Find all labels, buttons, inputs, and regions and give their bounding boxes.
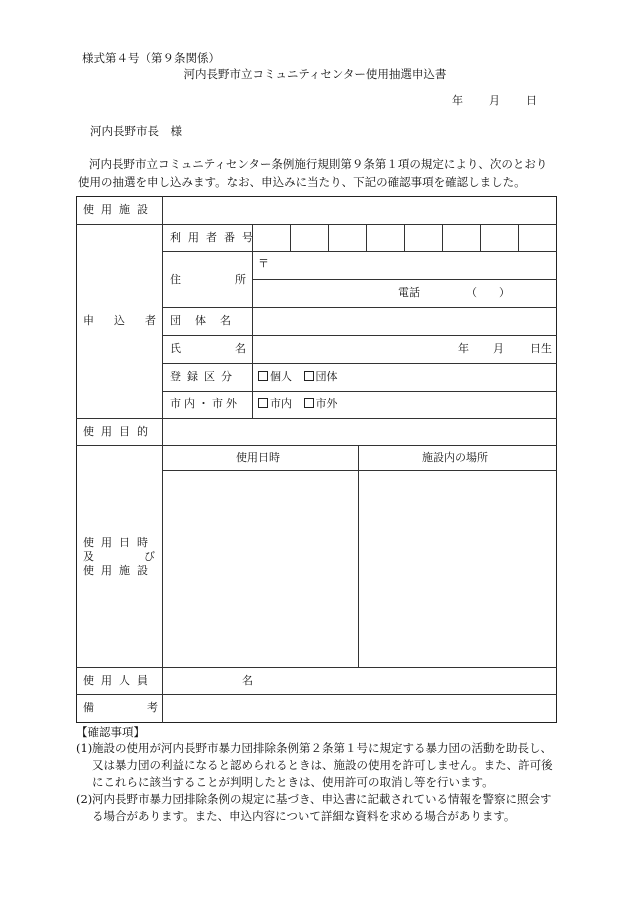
registration-options bbox=[258, 370, 338, 383]
address-field[interactable] bbox=[270, 252, 556, 278]
facility-field[interactable] bbox=[163, 197, 556, 223]
option-out-city-label: 市外 bbox=[315, 397, 338, 410]
address-label-1: 住 bbox=[170, 273, 181, 286]
option-group-label: 団体 bbox=[315, 370, 338, 383]
birth-day-label: 日生 bbox=[530, 342, 552, 355]
datetime-facility-label-2: 及び bbox=[83, 550, 205, 563]
group-name-label: 団体名 bbox=[170, 314, 245, 327]
checkbox-icon bbox=[304, 398, 314, 408]
group-name-field[interactable] bbox=[253, 308, 556, 334]
birth-year-label: 年 bbox=[458, 342, 469, 355]
option-in-city-label: 市内 bbox=[270, 397, 292, 410]
purpose-field[interactable] bbox=[163, 419, 556, 444]
purpose-label: 使用目的 bbox=[83, 425, 155, 438]
user-number-label: 利用者番号 bbox=[170, 231, 260, 244]
remarks-label-1: 備 bbox=[83, 701, 94, 714]
address-label-2: 所 bbox=[235, 273, 246, 286]
remarks-label-2: 考 bbox=[147, 701, 158, 714]
date-day-label: 日 bbox=[526, 94, 537, 107]
document-title: 河内長野市立コミュニティセンター使用抽選申込書 bbox=[183, 67, 447, 81]
datetime-facility-label-1: 使用日時 bbox=[83, 536, 155, 549]
checkbox-individual[interactable] bbox=[258, 370, 292, 383]
checkbox-icon bbox=[258, 398, 268, 408]
user-number-field[interactable] bbox=[253, 225, 556, 250]
place-field[interactable] bbox=[359, 471, 556, 666]
datetime-facility-label-3: 使用施設 bbox=[83, 564, 155, 577]
registration-label: 登録区分 bbox=[170, 370, 238, 383]
people-label: 使用人員 bbox=[83, 674, 155, 687]
facility-label: 使用施設 bbox=[83, 203, 155, 216]
checkbox-group[interactable] bbox=[304, 370, 338, 383]
date-line bbox=[452, 94, 537, 107]
remarks-field[interactable] bbox=[163, 695, 556, 722]
checkbox-in-city[interactable] bbox=[258, 397, 292, 410]
option-individual-label: 個人 bbox=[270, 370, 292, 383]
note-text: 河内長野市暴力団排除条例の規定に基づき、申込書に記載されている情報を警察に照会する場合があります。また、申込内容について詳細な資料を求める場合があります。 bbox=[92, 792, 552, 823]
datetime-column-header: 使用日時 bbox=[236, 451, 280, 464]
residence-options bbox=[258, 397, 338, 410]
people-unit: 名 bbox=[242, 674, 253, 687]
birth-month-label: 月 bbox=[493, 342, 504, 355]
note-item-2 bbox=[76, 791, 562, 825]
note-item-1 bbox=[76, 740, 562, 791]
applicant-label bbox=[83, 314, 176, 327]
note-number: (1) bbox=[76, 741, 93, 755]
note-text: 施設の使用が河内長野市暴力団排除条例第２条第１号に規定する暴力団の活動を助長し、又は暴力団の利益になると認められるときは、施設の使用を許可しません。また、許可後にこれらに該当することが判明したときは、使用許可の取消し等を行います。 bbox=[92, 741, 553, 789]
note-number: (2) bbox=[76, 792, 93, 806]
checkbox-icon bbox=[304, 371, 314, 381]
phone-parens: （ ） bbox=[466, 286, 510, 299]
name-field[interactable] bbox=[253, 336, 453, 362]
datetime-field[interactable] bbox=[163, 471, 357, 666]
notes-title: 【確認事項】 bbox=[76, 725, 145, 739]
intro-paragraph: 河内長野市立コミュニティセンター条例施行規則第９条第１項の規定により、次のとおり使用の抽選を申し込みます。なお、申込みに当たり、下記の確認事項を確認しました。 bbox=[78, 157, 548, 189]
date-year-label: 年 bbox=[452, 94, 463, 107]
phone-label: 電話 bbox=[398, 286, 420, 299]
checkbox-out-city[interactable] bbox=[304, 397, 338, 410]
postal-mark: 〒 bbox=[258, 257, 269, 270]
name-label-2: 名 bbox=[235, 342, 246, 355]
place-column-header: 施設内の場所 bbox=[422, 451, 488, 464]
applicant-label-text: 申込者 bbox=[83, 314, 176, 327]
people-count-field[interactable] bbox=[163, 668, 239, 693]
form-number: 様式第４号（第９条関係） bbox=[82, 51, 220, 65]
date-month-label: 月 bbox=[489, 94, 500, 107]
addressee: 河内長野市長 様 bbox=[90, 124, 182, 138]
residence-label: 市内・市外 bbox=[170, 397, 240, 410]
name-label-1: 氏 bbox=[170, 342, 181, 355]
checkbox-icon bbox=[258, 371, 268, 381]
